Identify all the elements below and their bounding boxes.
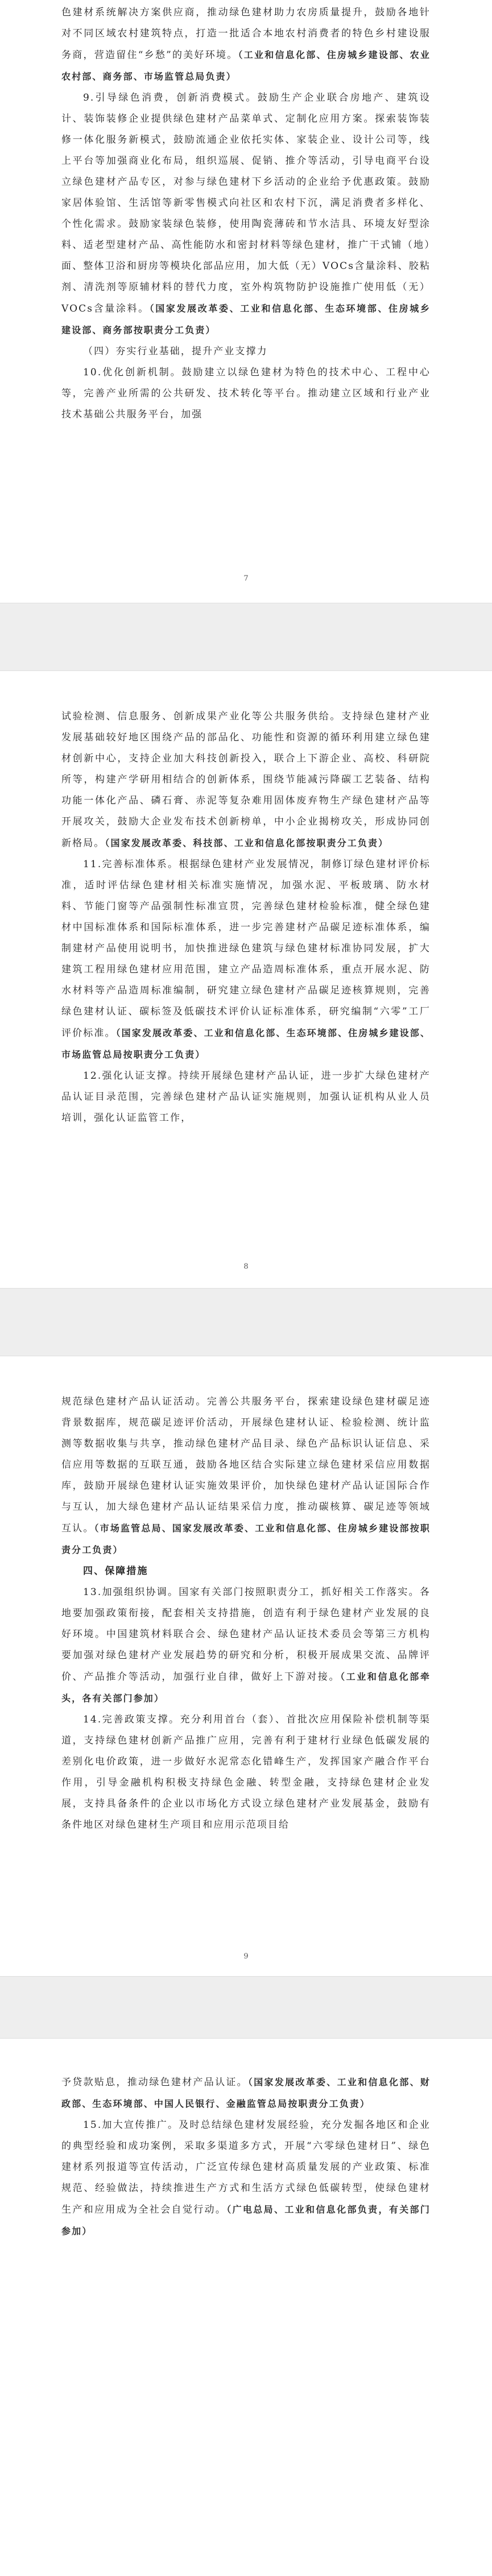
paragraph xyxy=(61,1582,431,1709)
paragraph-text: 9.引导绿色消费，创新消费模式。鼓励生产企业联合房地产、建筑设计、装饰装修企业提供绿色建材产品菜单式、定制化应用方案。探索装饰装修一体化服务新模式，鼓励流通企业依托实体、家装企业、设计公司等，线上平台等加强商业化布局，组织巡展、促销、推介等活动，引导电商平台设立绿色建材产品专区，对参与绿色建材下乡活动的企业给予优惠政策。鼓励家居体验馆、生活馆等新零售模式向社区和农村下沉，满足消费者多样化、个性化需求。鼓励家装绿色装修，使用陶瓷薄砖和节水洁具、环境友好型涂料、适老型建材产品、高性能防水和密封材料等绿色建材，推广干式铺（地）面、整体卫浴和厨房等模块化部品应用，加大低（无）VOCs含量涂料、胶粘剂、清洗剂等原辅材料的替代力度，室外构筑物防护设施推广使用低（无）VOCs含量涂料。 xyxy=(61,92,431,314)
responsibility-note: （国家发展改革委、工业和信息化部、生态环境部、住房城乡建设部、商务部按职责分工负责） xyxy=(61,303,431,336)
paragraph xyxy=(61,88,431,341)
paragraph-text: 色建材系统解决方案供应商，推动绿色建材助力农房质量提升，鼓励各地针对不同区域农村建筑特点，打造一批适合本地农村消费者的特色乡村建设服务商，营造留住“乡愁”的美好环境。 xyxy=(61,7,431,61)
paragraph-text: 试验检测、信息服务、创新成果产业化等公共服务供给。支持绿色建材产业发展基础较好地区围绕产品的部品化、功能性和资源的循环利用建立绿色建材创新中心，支持企业加大科技创新投入，联合上下游企业、高校、科研院所等，构建产学研用相结合的创新体系，围绕节能减污降碳工艺装备、结构功能一体化产品、磷石膏、赤泥等复杂难用固体废弃物生产绿色建材产品等开展攻关，鼓励大企业发布技术创新榜单，中小企业揭榜攻关，形成协同创新格局。 xyxy=(61,711,431,849)
responsibility-note: （广电总局、工业和信息化部负责，有关部门参加） xyxy=(61,2204,431,2237)
paragraph-text: 14.完善政策支撑。充分利用首台（套）、首批次应用保险补偿机制等渠道，支持绿色建材创新产品推广应用，完善有利于建材行业绿色低碳发展的差别化电价政策，进一步做好水泥常态化错峰生产，发挥国家产融合作平台作用，引导金融机构积极支持绿色金融、转型金融，支持绿色建材企业发展，支持具备条件的企业以市场化方式设立绿色建材产业发展基金，鼓励有条件地区对绿色建材生产项目和应用示范项目给 xyxy=(61,1714,431,1830)
paragraph-text: 11.完善标准体系。根据绿色建材产业发展情况，制修订绿色建材评价标准，适时评估绿色建材相关标准实施情况，加强水泥、平板玻璃、防水材料、节能门窗等产品强制性标准宣贯，完善绿色建材检验标准，健全绿色建材中国标准体系和国际标准体系，进一步完善建材产品碳足迹标准体系，编制建材产品使用说明书，加快推进绿色建筑与绿色建材标准协同发展，扩大建筑工程用绿色建材应用范围，建立产品造周标准体系，重点开展水泥、防水材料等产品造周标准编制，研究建立绿色建材产品碳足迹核算规则，完善绿色建材认证、碳标签及低碳技术评价认证标准体系，研究编制“六零”工厂评价标准。 xyxy=(61,859,431,1039)
page-1 xyxy=(0,0,492,603)
page-body xyxy=(61,671,431,1129)
page-2 xyxy=(0,671,492,1288)
page-separator xyxy=(0,1976,492,2039)
responsibility-note: （国家发展改革委、科技部、工业和信息化部按职责分工负责） xyxy=(105,838,389,848)
page-number: 7 xyxy=(243,574,249,583)
responsibility-note: （工业和信息化部牵头，各有关部门参加） xyxy=(61,1671,431,1704)
page-3 xyxy=(0,1356,492,1976)
paragraph-text: 规范绿色建材产品认证活动。完善公共服务平台，探索建设绿色建材碳足迹背景数据库，规范碳足迹评价活动，开展绿色建材认证、检验检测、统计监测等数据收集与共享，推动绿色建材产品目录、绿色产品标识认证信息、采信应用等数据的互联互通，鼓励各地区结合实际建立绿色建材采信应用数据库，鼓励开展绿色建材认证实施效果评价，加快绿色建材产品认证国际合作与互认，加大绿色建材产品认证结果采信力度，推动碳核算、碳足迹等领域互认。 xyxy=(61,1396,431,1534)
page-separator xyxy=(0,1288,492,1356)
paragraph xyxy=(61,854,431,1066)
paragraph xyxy=(61,1709,431,1836)
paragraph xyxy=(61,362,431,425)
page-separator xyxy=(0,603,492,671)
page-body xyxy=(61,2039,431,2242)
responsibility-note: （国家发展改革委、工业和信息化部、生态环境部、住房城乡建设部、市场监管总局按职责分工负责） xyxy=(61,1028,431,1060)
paragraph xyxy=(61,2115,431,2242)
responsibility-note: （国家发展改革委、工业和信息化部、财政部、生态环境部、中国人民银行、金融监管总局按职责分工负责） xyxy=(61,2077,431,2109)
paragraph xyxy=(61,2,431,88)
paragraph xyxy=(61,706,431,854)
paragraph xyxy=(61,1066,431,1129)
paragraph-text: 予贷款贴息，推动绿色建材产品认证。 xyxy=(61,2077,248,2088)
page-number: 8 xyxy=(243,1262,249,1271)
paragraph-text: 12.强化认证支撑。持续开展绿色建材产品认证，进一步扩大绿色建材产品认证目录范围，完善绿色建材产品认证实施规则，加强认证机构从业人员培训，强化认证监管工作， xyxy=(61,1070,431,1124)
paragraph xyxy=(61,2072,431,2115)
page-4 xyxy=(0,2039,492,2576)
paragraph xyxy=(61,1391,431,1561)
paragraph-text: 15.加大宣传推广。及时总结绿色建材发展经验，充分发掘各地区和企业的典型经验和成功案例，采取多渠道多方式，开展“六零绿色建材日”、绿色建材系列报道等宣传活动，广泛宣传绿色建材高质量发展的产业政策、标准规范、经验做法，持续推进生产方式和生活方式绿色低碳转型，使绿色建材生产和应用成为全社会自觉行动。 xyxy=(61,2119,431,2215)
subsection-heading: （四）夯实行业基础，提升产业支撑力 xyxy=(83,346,268,357)
page-number: 9 xyxy=(243,1952,249,1961)
responsibility-note: （工业和信息化部、住房城乡建设部、农业农村部、商务部、市场监管总局负责） xyxy=(61,49,431,82)
paragraph-text: 10.优化创新机制。鼓励建立以绿色建材为特色的技术中心、工程中心等，完善产业所需的公共研发、技术转化等平台。推动建立区域和行业产业技术基础公共服务平台，加强 xyxy=(61,367,431,420)
page-body xyxy=(61,0,431,425)
paragraph-text: 13.加强组织协调。国家有关部门按照职责分工，抓好相关工作落实。各地要加强政策衔接，配套相关支持措施，创造有利于绿色建材产业发展的良好环境。中国建筑材料联合会、绿色建材产品认证技术委员会等第三方机构要加强对绿色建材产业发展趋势的研究和分析，积极开展成果交流、品牌评价、产品推介等活动，加强行业自律，做好上下游对接。 xyxy=(61,1587,431,1683)
responsibility-note: （市场监管总局、国家发展改革委、工业和信息化部、住房城乡建设部按职责分工负责） xyxy=(61,1523,431,1555)
page-body xyxy=(61,1356,431,1836)
section-heading: 四、保障措施 xyxy=(83,1566,148,1577)
